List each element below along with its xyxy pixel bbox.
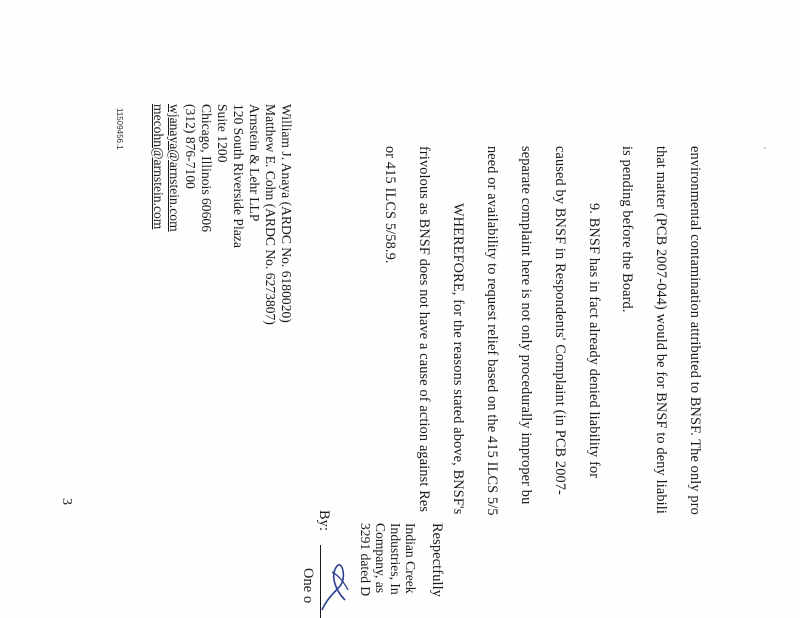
signature-closing: Respectfully — [429, 523, 445, 598]
counsel-email-link[interactable]: mecohn@arnstein.com — [151, 104, 166, 230]
counsel-line: William J. Anaya (ARDC No. 6180020) — [279, 104, 294, 323]
counsel-line: Matthew E. Cohn (ARDC No. 6273807) — [263, 104, 278, 325]
counsel-line: 120 South Riverside Plaza — [231, 104, 246, 248]
signature-party-line: Industries, In — [388, 523, 403, 595]
body-line: separate complaint here is not only procedurally improper bu — [518, 146, 534, 505]
body-line: need or availability to request relief based on the 415 ILCS 5/5 — [484, 146, 500, 516]
attorney-label: One o — [300, 568, 316, 604]
body-line: is pending before the Board. — [619, 146, 635, 313]
counsel-line: (312) 876-7100 — [183, 104, 198, 189]
body-line: caused by BNSF in Respondents' Complaint (in PCB 2007- — [552, 146, 568, 496]
body-line: or 415 ILCS 5/58.9. — [382, 146, 398, 264]
counsel-email-link[interactable]: wjanaya@arnstein.com — [167, 104, 182, 232]
body-line: WHEREFORE, for the reasons stated above, BNSF's — [450, 203, 466, 515]
scan-speck — [764, 147, 766, 149]
body-line: environmental contamination attributed to BNSF. The only pro — [687, 146, 703, 515]
document-id: 11509456.1 — [115, 108, 124, 150]
counsel-line: Chicago, Illinois 60606 — [199, 104, 214, 232]
body-line: 9. BNSF has in fact already denied liability for — [586, 203, 602, 479]
signature-party-line: 3291 dated D — [358, 523, 373, 597]
body-line: frivolous as BNSF does not have a cause of action against Res — [416, 146, 432, 513]
page-number: 3 — [59, 498, 74, 505]
body-line: that matter (PCB 2007-044) would be for BNSF to deny liabili — [653, 146, 669, 514]
counsel-line: Suite 1200 — [215, 104, 230, 163]
signature-party-line: Company, as — [373, 523, 388, 594]
signature-party-line: Indian Creek — [403, 523, 418, 594]
counsel-line: Arnstein & Lehr LLP — [247, 104, 262, 222]
signature-by-label: By: — [316, 510, 332, 532]
